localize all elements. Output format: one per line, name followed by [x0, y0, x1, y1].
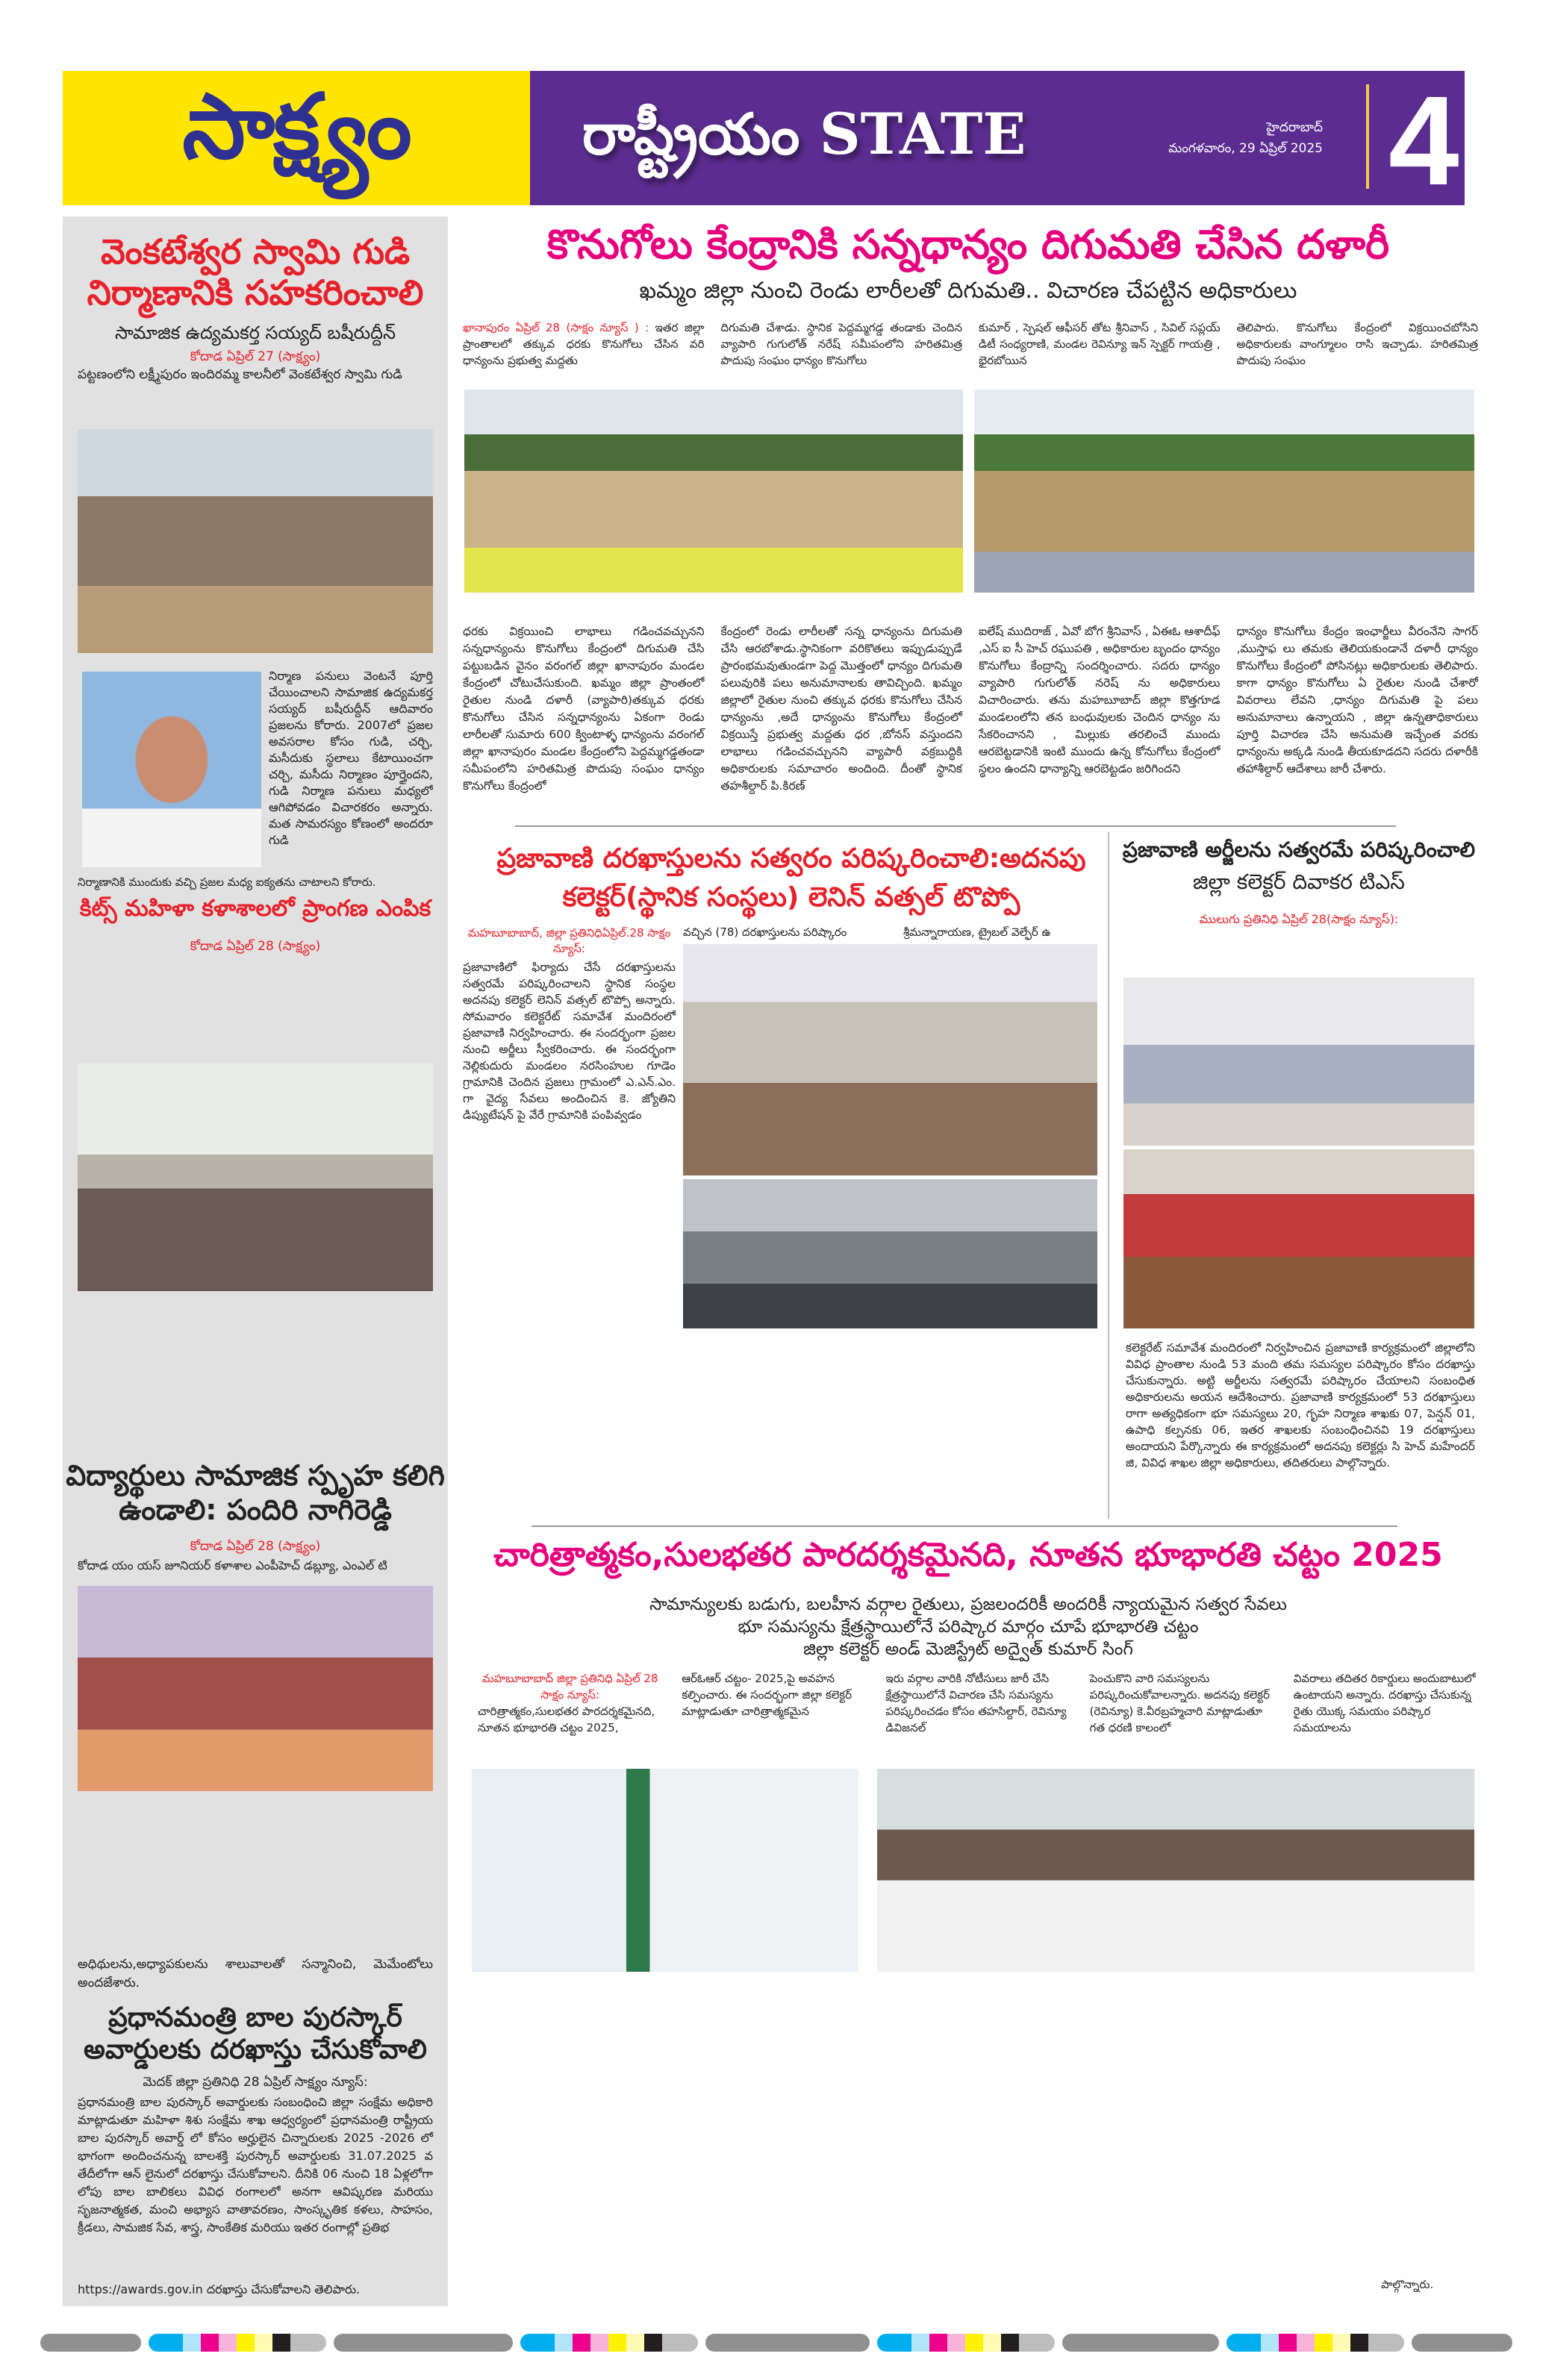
- edition-info: [1168, 117, 1323, 159]
- article-text: తెలిపారు. కొనుగోలు కేంద్రంలో విక్రయించబోసిని అధికారులకు వాంగ్మూలం రాసి ఇచ్చాడు. హరితమిత్ర పొదుపు సంఘం: [1236, 321, 1478, 367]
- bhubharati-top-text: [478, 1670, 1478, 1736]
- article-dateline: కోదాడ ఏప్రిల్ 27 (సాక్ష్యం): [190, 349, 321, 364]
- meeting-hall-officials-photo: [683, 1179, 1097, 1328]
- audience-hall-photo: [1123, 1149, 1474, 1328]
- article-dateline: మహబూబాబాద్, జిల్లా ప్రతినిధిఏప్రిల్.28 సాక్షం న్యూస్:: [467, 926, 671, 955]
- article-text: ఇతర జిల్లా ప్రాంతాలలో తక్కువ ధరకు కొనుగోలు చేసిన వరి ధాన్యంను ప్రభుత్వ మద్దతు: [463, 321, 705, 367]
- article-headline: చారిత్రాత్మకం,సులభతర పారదర్శకమైనది, నూతన భూభారతి చట్టం 2025: [493, 1536, 1443, 1574]
- collector-meeting-photo: [1123, 978, 1474, 1146]
- column-divider: [1108, 832, 1109, 1519]
- article-text: ఐలేష్ ముదిరాజ్ , ఏవో బోగ శ్రీనివాస్ , ఏఈఓ ఆశాదీఫ్ ,ఎస్ ఐ సీ హెచ్ రఘుపతి , అధికారుల బృందం ధాన్యం కొనుగోలు కేంద్రాన్ని సందర్శించారు. సదరు ధాన్యం వ్యాపారి గుగులోత్ నరెష్ ను అధికారులు విచారించారు. తను మహబూబాద్ జిల్లా కొత్తగూడ మండలంలోని తన బంధువులకు చెందిన ధాన్యం ను సేకరించానని , మిల్లుకు తరలించే ముందు ఆరబెట్టడానికి ఇంటి ముందు ఉన్న కోనుగోలు కేంద్రంలో స్థలం ఉందని ధాన్యాన్ని ఆరబెట్టడం జరిగిందని: [979, 625, 1221, 775]
- article-dateline: ములుగు ప్రతినిధి ఏప్రిల్ 28(సాక్షం న్యూస్):: [1199, 912, 1399, 926]
- article-headline: కిట్స్ మహిళా కళాశాలలో ప్రాంగణ ఎంపిక: [79, 896, 431, 922]
- article-text: ధరకు విక్రయించి లాభాలు గడించవచ్చునని సన్నధాన్యంను కొనుగోలు కేంద్రంలో దిగుమతి చేసి పట్టుబడిన వైనం వరంగల్ జిల్లా ఖానాపురం మండల కేంద్రంలో చోటుచేసుకుంది. ఖమ్మం జిల్లా ప్రాంతంలో రైతుల నుండి దళారీ (వ్యాపారి)తక్కువ ధరకు కొనుగోలు చేసిన సన్నధాన్యంను ఏకంగా రెండు లారీలతో సుమారు 600 క్వింటాళ్ళ ధాన్యంను వరంగల్ జిల్లా ఖానాపురం మండల కేంద్రంలోని పెద్దమ్మగడ్డతండా సమీపంలోని హరితమిత్ర పొదుపు సంఘం ధాన్యం కొనుగోలు కేంద్రంలో: [463, 625, 705, 793]
- article-headline: ప్రజావాణి అర్జీలను సత్వరమే పరిష్కరించాలి: [1122, 837, 1476, 862]
- article-text: కోదాడ యం యస్ జూనియర్ కళాశాల ఎంపీహెచ్ డబ్ల్యూ, ఎంఎల్ టి: [78, 1558, 387, 1572]
- lead-headline: కొనుగోలు కేంద్రానికి సన్నధాన్యం దిగుమతి చేసిన దళారీ: [546, 221, 1390, 268]
- article-text: అధిథులను,అధ్యాపకులను శాలువాలతో సన్మానించి, మెమేంటోలు అందజేశారు.: [78, 1957, 433, 1990]
- article-text: ప్రధానమంత్రి బాల పురస్కార్ అవార్డులకు సంబంధించి జిల్లా సంక్షేమ అధికారి మాట్లాడుతూ మహిళా శిశు సంక్షేమ శాఖ ఆధ్వర్యంలో ప్రధానమంత్రి రాష్ట్రీయ బాల పురస్కార్ అవార్డ్ లో కోసం అర్హులైన చిన్నారులకు 2025 -2026 లో భాగంగా అందించనున్న బాలశక్తి పురస్కార్ అవార్డులకు 31.07.2025 వ తేదీలోగా ఆన్ లైనులో దరఖాస్తు చేసుకోవాలని. దీనికి 06 నుంచి 18 ఏళ్లలోగా లోపు బాల బాలికలు వివిధ రంగాలలో అనగా ఆవిష్కరణ మరియు సృజనాత్మకత, మంచి అభ్యాస వాతావరణం, సాంస్కృతిక కళలు, సాహసం, క్రీడలు, సామజిక సేవ, శాస్త్ర, సాంకేతిక మరియు ఇతర రంగాల్లో ప్రతిభ: [78, 2095, 433, 2234]
- collector-at-event-photo: [472, 1769, 858, 1972]
- article-headline: ప్రధానమంత్రి బాల పురస్కార్ అవార్డులకు దరఖాస్తు చేసుకోవాలి: [84, 2002, 427, 2066]
- left-column: [63, 216, 448, 2306]
- felicitation-group-photo: [78, 1586, 433, 1791]
- masthead-logo-block: [63, 71, 530, 205]
- section-title: రాష్ట్రీయం STATE: [582, 101, 1026, 167]
- article-subhead: భూ సమస్యను క్షేత్రస్థాయిలోనే పరిష్కార మార్గం చూపే భూభారతి చట్టం: [738, 1617, 1199, 1637]
- portrait-photo: [82, 672, 261, 867]
- lead-dateline: ఖానాపురం ఏప్రిల్ 28 (సాక్షం న్యూస్ ) :: [463, 321, 649, 334]
- article-text: కుమార్ , స్పెషల్ ఆఫీసర్ తోట శ్రీనివాస్ , సివిల్ సప్లయ్ డిటీ సంధ్యరాణి, మండల రెవిన్యూ ఇన్ స్పెక్టర్ గాయత్రి , భైరబోయిన: [979, 321, 1221, 367]
- article-text: కలెక్టరేట్ సమావేశ మందిరంలో నిర్వహించిన ప్రజావాణి కార్యక్రమంలో జిల్లాలోని వివిధ ప్రాంతాల నుండి 53 మంది తమ సమస్యల పరిష్కారం కోసం దరఖాస్తు చేసుకున్నారు. అట్టి అర్జీలను సత్వరమే పరిష్కారం చేయాలని సంబంధిత అధికారులను అయన ఆదేశించారు. ప్రజావాణి కార్యక్రమంలో 53 దరఖాస్తులు రాగా అత్యధికంగా భూ సమస్యలు 20, గృహ నిర్మాణ శాఖకు 07, పెన్షన్ 01, ఉపాధి కల్పనకు 06, ఇతర శాఖలకు సంబంధించినవి 19 దరఖాస్తులు అందాయని పేర్కొన్నారు ఈ కార్యక్రమంలో అదనపు కలెక్టర్లు సి హెచ్ మహేందర్ జి, వివిధ శాఖల జిల్లా అధికారులు, తదితరులు పాల్గొన్నారు.: [1126, 1341, 1475, 1469]
- article-text: చారిత్రాత్మకం,సులభతర పారదర్శకమైనది, నూతన భూభారతి చట్టం 2025,: [478, 1705, 655, 1734]
- lead-top-text: [463, 319, 1478, 369]
- print-color-bar: [0, 2334, 1543, 2352]
- masthead-divider: [1366, 84, 1369, 189]
- edition-date: మంగళవారం, 29 ఏప్రిల్ 2025: [1168, 141, 1323, 156]
- article-text: పట్టణంలోని లక్ష్మీపురం ఇందిరమ్మ కాలనీలో వెంకటేశ్వర స్వామి గుడి: [78, 367, 402, 382]
- cmyk-swatches: [149, 2334, 326, 2352]
- article-text: కేంద్రంలో రెండు లారీలతో సన్న ధాన్యంను దిగుమతి చేసి ఆరబోశాడు.స్థానికంగా వరికొతలు ఇప్పుడుప్పుడే ప్రారంభమవుతుండగా పెద్ద మొత్తంలో ధాన్యం దిగుమతి పలువురికి పలు అనుమానాలకు తావిచ్చింది. ఖమ్మం జిల్లాలో రైతుల నుంచి తక్కువ ధరకు కొనుగోలు చేసిన ధాన్యంను ,అదే ధాన్యంను కొనుగోలు కేంద్రంలో విక్రయిస్తే ప్రభుత్వ మద్దతు ధర ,బోనస్ వస్తుందని లాభాలు గడించవచ్చునని వ్యాపారీ వక్రబుద్ధికి అధికారులకు సమాచారం అందింది. దీంతో స్థానిక తహశీల్దార్ పి.కిరణ్: [720, 625, 962, 793]
- edition-city: హైదరాబాద్: [1266, 120, 1323, 135]
- newspaper-logo: సాక్ష్యం: [182, 75, 411, 179]
- article-dateline: కోదాడ ఏప్రిల్ 28 (సాక్ష్యం): [190, 1539, 321, 1554]
- article-text: శ్రీమన్నారాయణ, ట్రైబల్ వెల్ఫేర్ ఉ: [903, 925, 1051, 939]
- article-dateline: మెదక్ జిల్లా ప్రతినిధి 28 ఏప్రిల్ సాక్ష్యం న్యూస్:: [143, 2075, 368, 2090]
- article-text: https://awards.gov.in దరఖాస్తు చేసుకోవాలని తెలిపారు.: [78, 2282, 361, 2296]
- text-column: [463, 319, 705, 369]
- article-text: దిగుమతి చేశాడు. స్థానిక పెద్దమ్మగడ్డ తండాకు చెందిన వ్యాపారి గుగులోత్ నరేష్ సమీపంలోని హరితమిత్ర పొదుపు సంఘం ధాన్యం కొనుగోలు: [720, 321, 962, 367]
- article-text: ప్రజావాణిలో ఫిర్యాదు చేసే దరఖాస్తులను సత్వరమే పరిష్కరించాలని స్థానిక సంస్థల అదనపు కలెక్టర్ లెనిన్ వత్సల్ టొప్పో అన్నారు. సోమవారం కలెక్టరేట్ సమావేశ మందిరంలో ప్రజావాణి నిర్వహించారు. ఈ సందర్భంగా ప్రజల నుంచి అర్జీలు స్వీకరించారు. ఈ సందర్భంగా నెల్లికుదురు మండలం నరసింహుల గూడెం గ్రామానికి చెందిన ప్రజలు గ్రామంలో ఎ.ఎన్.ఎం. గా వైద్య సేవలు అందించిన కె. జ్యోతిని డిప్యుటేషన్ పై వేరే గ్రామానికి పంపివ్వడం: [463, 961, 676, 1122]
- article-text: ధాన్యం కొనుగోలు కేంద్రం ఇంఛార్జీలు వీరంనేని సాగర్ ,ముస్తాఫ లు తమకు తెలియకుండానే దళారీ ధాన్యం కొనుగోలు కేంద్రంలో పోసినట్లు అధికారులకు తెలిపారు. కాగా ధాన్యం కొనుగోలు ఏ రైతుల నుండి చేశారో వివరాలు లేవని ,ధాన్యం దిగుమతి పై పలు అనుమానాలు ఉన్నాయని , జిల్లా ఉన్నతాధికారులు పూర్తి విచారణ చేసి అనుమతి ఇచ్చేంత వరకు ధాన్యంను అక్కడి నుండి తీయకూడదని సదరు దళారీకి తహాశీల్దార్ ఆదేశాలు జారీ చేశారు.: [1236, 625, 1478, 775]
- article-subhead: సామాజిక ఉద్యమకర్త సయ్యద్ బషీరుద్దీన్: [115, 322, 396, 343]
- lead-bottom-text: [463, 623, 1478, 795]
- article-text: ఆర్ఓఆర్ చట్టం- 2025,పై అవహన కల్పించారు. ఈ సందర్భంగా జిల్లా కలెక్టర్ మాట్లాడుతూ చారిత్రాత్మకమైన: [682, 1672, 852, 1718]
- article-text: ఇరు వర్గాల వారికి నోటీసులు జారీ చేసి క్షేత్రస్థాయిలోనే విచారణ చేసి సమస్యను పరిష్కరించడం కోసం తహసిల్దార్, రెవిన్యూ డివిజనల్: [885, 1672, 1067, 1734]
- article-text: నిర్మాణానికి ముందుకు వచ్చి ప్రజల మధ్య ఐక్యతను చాటాలని కోరారు.: [78, 875, 376, 889]
- article-text: పెంచుకొని వారి సమస్యలను పరిష్కరించుకోవాలన్నారు. అదనపు కలెక్టర్ (రెవిన్యూ) కె.వీరబ్రహ్మచారి మాట్లాడుతూ గత ధరణి కాలంలో: [1089, 1672, 1271, 1734]
- text-column: [478, 1670, 662, 1736]
- article-subhead: సామాన్యులకు బడుగు, బలహీన వర్గాల రైతులు, ప్రజలందరికీ అందరికీ న్యాయమైన సత్వర సేవలు: [649, 1595, 1287, 1614]
- temple-construction-photo: [78, 429, 433, 653]
- section-divider: [515, 825, 1396, 827]
- article-text: వివరాలు తదితర రికార్డులు అందుబాటులో ఉంటాయని అన్నారు. దరఖాస్తు చేసుకున్న రైతు యొక్క సమయం పరిష్కార సమయాలను: [1293, 1672, 1476, 1734]
- collector-receiving-petitions-photo: [683, 944, 1097, 1175]
- article-subheads: [457, 1593, 1480, 1661]
- lead-subhead: ఖమ్మం జిల్లా నుంచి రెండు లారీలతో దిగుమతి.. విచారణ చేపట్టిన అధికారులు: [639, 278, 1297, 304]
- grain-drying-field-photo: [974, 390, 1474, 593]
- section-divider: [532, 1525, 1397, 1527]
- article-headline: వెంకటేశ్వర స్వామి గుడి నిర్మాణానికి సహకరించాలి: [87, 231, 424, 313]
- article-headline: విద్యార్థులు సామాజిక స్పృహ కలిగి ఉండాలి: పందిరి నాగిరెడ్డి: [66, 1459, 445, 1526]
- gray-swatch: [40, 2334, 141, 2352]
- farmers-awareness-meeting-photo: [877, 1769, 1474, 1972]
- article-text: వచ్చిన (78) దరఖాస్తులను పరిష్కారం: [683, 925, 847, 939]
- article-subhead: జిల్లా కలెక్టర్ అండ్ మెజిస్ట్రేట్ అద్వైత్ కుమార్ సింగ్: [803, 1640, 1133, 1659]
- article-headline: ప్రజావాణి దరఖాస్తులను సత్వరం పరిష్కరించాలి:అదనపు కలెక్టర్(స్థానిక సంస్థలు) లెనిన్ వత్సల్ టొప్పో: [496, 843, 1086, 913]
- article-text: పాల్గొన్నారు.: [1381, 2278, 1434, 2291]
- article-text: నిర్మాణ పనులు వెంటనే పూర్తి చేయించాలని సామాజిక ఉద్యమకర్త సయ్యద్ బషీరుద్దీన్ ఆదివారం ప్రజలను కోరారు. 2007లో ప్రజల అవసరాల కోసం గుడి, చర్చి, మసీదుకు స్థలాలు కేటాయించగా చర్చి, మసీదు నిర్మాణం పూర్తైందని, గుడి నిర్మాణ పనులు మధ్యలో ఆగిపోవడం విచారకరం అన్నారు. మత సామరస్యం కోణంలో అందరూ గుడి: [269, 669, 433, 847]
- page-number: 4: [1388, 70, 1459, 212]
- officials-inspecting-grain-photo: [464, 390, 963, 593]
- article-dateline: కోదాడ ఏప్రిల్ 28 (సాక్ష్యం): [190, 939, 321, 954]
- masthead-banner: [530, 70, 1465, 212]
- article-dateline: మహబూబాబాద్ జిల్లా ప్రతినిధి ఏప్రిల్ 28 సాక్షం న్యూస్:: [481, 1672, 658, 1702]
- college-hall-photo: [78, 1063, 433, 1291]
- article-subhead: జిల్లా కలెక్టర్ దివాకర టిఎస్: [1193, 869, 1405, 894]
